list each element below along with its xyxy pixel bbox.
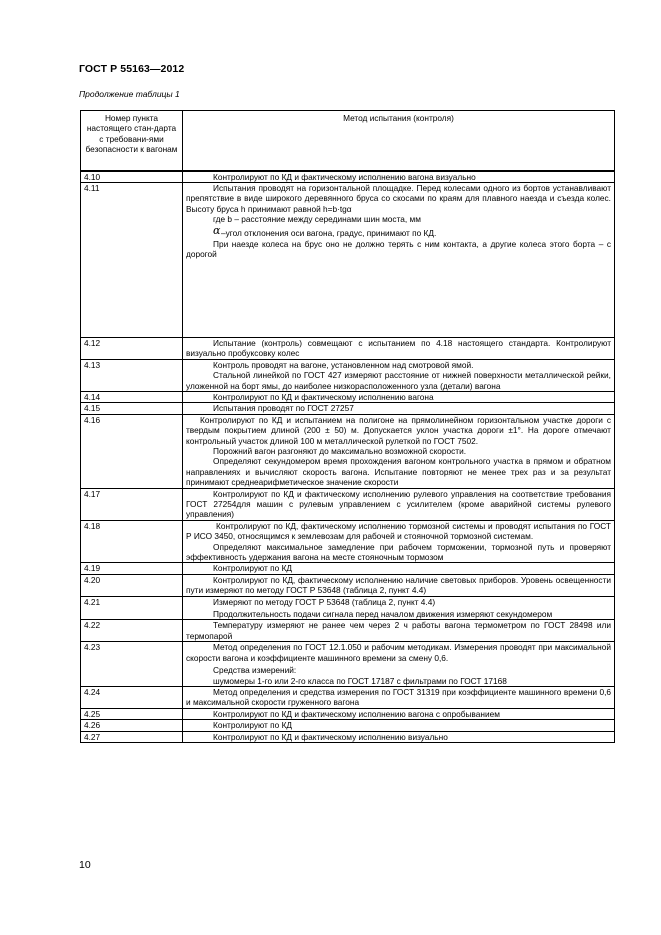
test-method: [183, 414, 615, 488]
test-method: [183, 337, 615, 359]
clause-number: 4.27: [81, 731, 183, 742]
test-method: [183, 574, 615, 596]
clause-number: 4.13: [81, 359, 183, 391]
clause-number: 4.17: [81, 488, 183, 520]
method-text: При наезде колеса на брус оно не должно терять с ним контакта, а другие колеса этого борта – с дорогой: [186, 238, 611, 259]
table-row: [81, 520, 615, 563]
method-text: Испытания проводят по ГОСТ 27257: [213, 403, 354, 414]
test-method: [183, 171, 615, 183]
table-row: [81, 337, 615, 359]
clause-number: 4.16: [81, 414, 183, 488]
table-continuation-caption: Продолжение таблицы 1: [79, 89, 180, 99]
alpha-symbol: α: [213, 223, 221, 237]
method-text: шумомеры 1-го или 2-го класса по ГОСТ 17187 с фильтрами по ГОСТ 17168: [213, 675, 507, 686]
page-number: 10: [79, 859, 91, 871]
clause-number: 4.12: [81, 337, 183, 359]
table-row: [81, 488, 615, 520]
clause-number: 4.20: [81, 574, 183, 596]
table-row: [81, 596, 615, 620]
test-methods-table: [80, 110, 615, 743]
test-method: [183, 720, 615, 731]
test-method: [183, 620, 615, 642]
table-row: [81, 359, 615, 391]
clause-number: 4.15: [81, 403, 183, 414]
test-method: [183, 563, 615, 574]
col-header-test-method: Метод испытания (контроля): [183, 111, 615, 171]
method-text: Средства измерений:: [213, 665, 297, 676]
clause-number: 4.10: [81, 171, 183, 183]
table-row: [81, 642, 615, 687]
method-text: Метод определения и средства измерения по ГОСТ 31319 при коэффициенте машинного времени 0,6 и максимальной скорости груженного вагона: [186, 686, 611, 708]
table-row: [81, 182, 615, 337]
method-text: Контролируют по КД и фактическому исполнению вагона с опробыванием: [213, 708, 500, 719]
method-text: Испытание (контроль) совмещают с испытанием по 4.18 настоящего стандарта. Контролируют визуально пробуксовку колес: [186, 337, 611, 359]
test-method: [183, 596, 615, 620]
table-row: [81, 686, 615, 708]
clause-number: 4.18: [81, 520, 183, 563]
clause-number: 4.14: [81, 391, 183, 402]
test-method: [183, 182, 615, 337]
clause-number: 4.21: [81, 596, 183, 620]
method-text: Продолжительность подачи сигнала перед началом движения измеряют секундомером: [213, 609, 553, 620]
test-method: [183, 391, 615, 402]
alpha-definition: [186, 223, 611, 239]
table-row: [81, 171, 615, 183]
test-method: [183, 642, 615, 687]
table-row: [81, 720, 615, 731]
method-text: Контролируют по КД и фактическому исполнению вагона визуально: [213, 171, 476, 182]
clause-number: 4.26: [81, 720, 183, 731]
method-text: Контролируют по КД и фактическому исполнению визуально: [213, 731, 448, 742]
table-row: [81, 403, 615, 414]
method-text: Контролируют по КД: [213, 563, 293, 574]
test-method: [183, 731, 615, 742]
clause-number: 4.11: [81, 182, 183, 337]
method-text: Определяют секундомером время прохождения вагоном контрольного участка в прямом и обратном направлениях и вычисляют скорость вагона. Испытание повторяют не менее трех раз и за результат принимают среднеарифметическое значение скорости: [186, 456, 611, 488]
col-header-clause-number: Номер пункта настоящего стан-дарта с требовани-ями безопасности к вагонам: [81, 111, 183, 171]
method-text: Температуру измеряют не ранее чем через 2 ч работы вагона термометром по ГОСТ 28498 или термопарой: [186, 620, 611, 641]
table-row: [81, 574, 615, 596]
test-method: [183, 708, 615, 719]
method-text: Контролируют по КД и фактическому исполнению вагона: [213, 391, 434, 402]
table-row: [81, 708, 615, 719]
method-text: –угол отклонения оси вагона, градус, принимают по КД.: [221, 228, 437, 239]
test-method: [183, 686, 615, 708]
test-method: [183, 403, 615, 414]
method-text: Порожний вагон разгоняют до максимально возможной скорости.: [213, 445, 467, 456]
test-method: [183, 520, 615, 563]
method-text: Стальной линейкой по ГОСТ 427 измеряют расстояние от нижней поверхности металлической рейки, уложенной на борт ямы, до наиболее низкорасположенного узла (детали) вагона: [186, 370, 611, 391]
method-text: Контролируют по КД и испытанием на полигоне на прямолинейном горизонтальном участке дороги с твердым покрытием длиной (200 ± 50) м. Допускается уклон участка дороги ±1°. На дороге отмечают контрольный участок длиной 100 м металлической рулеткой по ГОСТ 7502.: [186, 414, 611, 446]
method-text: Метод определения по ГОСТ 12.1.050 и рабочим методикам. Измерения проводят при максимальной скорости вагона и коэффициенте машинного времени за смену 0,6.: [186, 642, 611, 663]
table-row: [81, 731, 615, 742]
table-row: [81, 563, 615, 574]
method-text: Измеряют по методу ГОСТ Р 53648 (таблица 2, пункт 4.4): [213, 596, 436, 607]
method-text: Контроль проводят на вагоне, установленном над смотровой ямой.: [213, 359, 474, 370]
test-method: [183, 488, 615, 520]
method-text: Контролируют по КД, фактическому исполнению тормозной системы и проводят испытания по ГОСТ Р ИСО 3450, относящимся к землевозам для рабочей и стояночной тормозной системам.: [186, 520, 611, 542]
test-method: [183, 359, 615, 391]
clause-number: 4.19: [81, 563, 183, 574]
method-text: где b – расстояние между серединами шин моста, мм: [213, 214, 421, 225]
table-row: [81, 391, 615, 402]
table-header-row: [81, 111, 615, 171]
method-text: Контролируют по КД и фактическому исполнению рулевого управления на соответствие требования ГОСТ 27254для машин с рулевым управлением с усилителем (кроме аварийной системы рулевого управления): [186, 488, 611, 520]
clause-number: 4.24: [81, 686, 183, 708]
method-text: Контролируют по КД, фактическому исполнению наличие световых приборов. Уровень освещенности пути измеряют по методу ГОСТ Р 53648 (таблица 2, пункт 4.4): [186, 574, 611, 596]
document-code: ГОСТ Р 55163—2012: [79, 63, 185, 75]
method-text: Определяют максимальное замедление при рабочем торможении, тормозной путь и проверяют эффективность удержания вагона на месте стояночным тормозом: [186, 541, 611, 563]
clause-number: 4.22: [81, 620, 183, 642]
method-text: Контролируют по КД: [213, 720, 293, 731]
table-row: [81, 414, 615, 488]
method-text: Испытания проводят на горизонтальной площадке. Перед колесами одного из бортов устанавливают препятствие в виде широкого деревянного бруса со скосами по краям для плавного наезда и съезда колес. Высоту бруса h принимают равной h=b·tgα: [186, 182, 611, 214]
table-row: [81, 620, 615, 642]
clause-number: 4.25: [81, 708, 183, 719]
clause-number: 4.23: [81, 642, 183, 687]
